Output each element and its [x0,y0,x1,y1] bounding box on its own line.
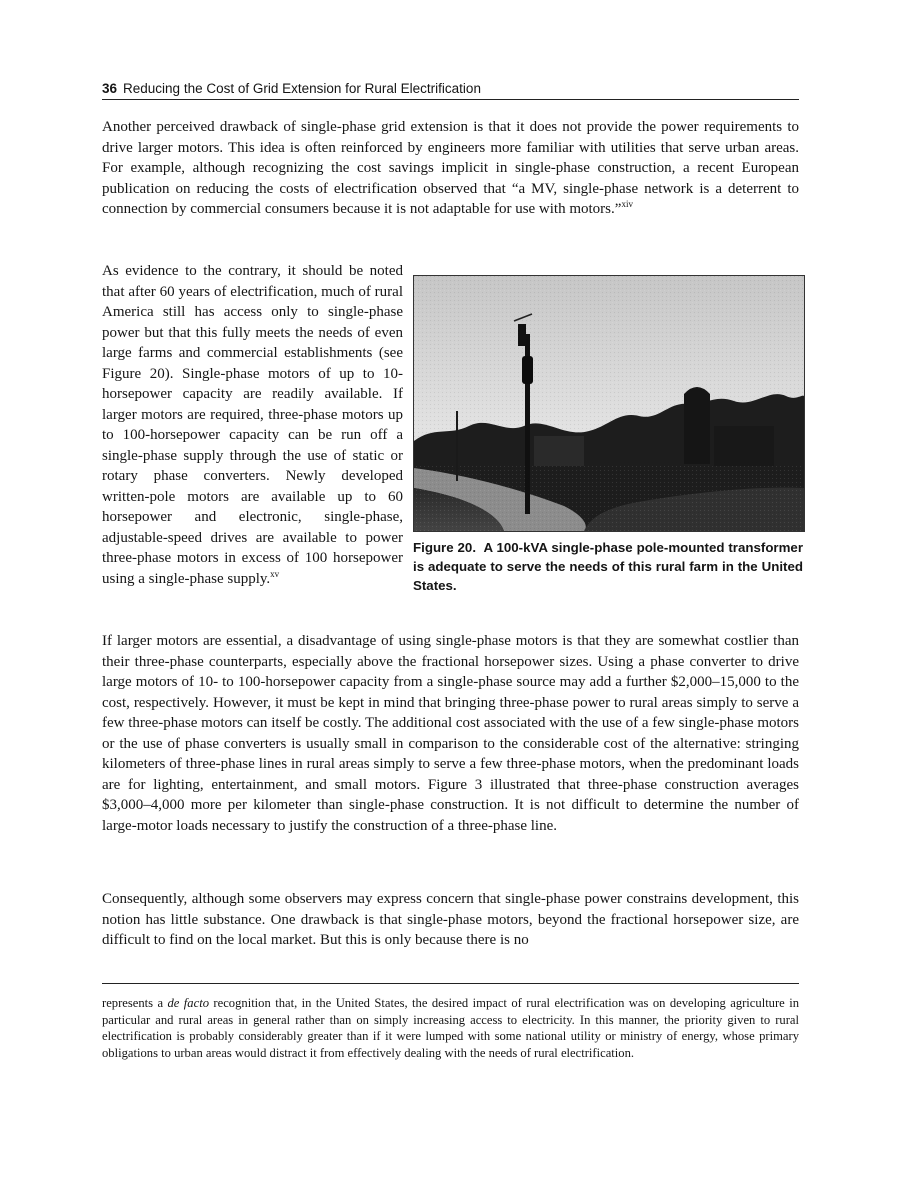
page-number: 36 [102,81,118,96]
figure-label: Figure 20. [413,540,477,555]
paragraph-motor-drawback [102,117,799,220]
running-title: Reducing the Cost of Grid Extension for Rural Electrification [123,81,481,96]
paragraph-motor-drawback-text: Another perceived drawback of single-phase grid extension is that it does not provide the power requirements to drive larger motors. This idea is often reinforced by engineers more familiar with utilities that serve urban areas. For example, although recognizing the cost savings implicit in single-phase construction, a recent European publication on reducing the costs of electrification observed that “a MV, single-phase network is a deterrent to connection by commercial consumers because it is not adaptable for use with motors.” [102,119,799,217]
footnote [102,995,799,1061]
paragraph-motor-costs: If larger motors are essential, a disadvantage of using single-phase motors is that they are somewhat costlier than their three-phase counterparts, especially above the fractional horsepower sizes. Using a phase converter to drive large motors of 10- to 100-horsepower capacity from a single-phase source may add a further $2,000–15,000 to the cost, respectively. However, it must be kept in mind that bringing three-phase power to rural areas simply to serve a few three-phase motors can itself be costly. The additional cost associated with the use of a few single-phase motors or the use of phase converters is usually small in comparison to the considerable cost of the alternative: stringing kilometers of three-phase lines in rural areas simply to serve a few three-phase motors, when the predominant loads are for lighting, entertainment, and small motors. Figure 3 illustrated that three-phase construction averages $3,000–4,000 more per kilometer than single-phase construction. It is not difficult to determine the number of large-motor loads necessary to justify the construction of a three-phase line. [102,633,799,834]
paragraph-evidence [102,261,403,589]
paragraph-consequently: Consequently, although some observers may express concern that single-phase power constrains development, this notion has little substance. One drawback is that single-phase motors, beyond the fractional horsepower size, are difficult to find on the local market. But this is only because there is no [102,891,799,948]
endnote-ref-xiv: xiv [621,199,633,209]
figure-caption [413,538,803,595]
farm-transformer-photo [413,275,805,532]
running-header [102,80,799,100]
figure-caption-text: A 100-kVA single-phase pole-mounted transformer is adequate to serve the needs of this rural farm in the United States. [413,540,804,593]
paragraph-evidence-text: As evidence to the contrary, it should be noted that after 60 years of electrification, much of rural America still has access only to single-phase power but that this fully meets the needs of even large farms and commercial establishments (see Figure 20). Single-phase motors of up to 10-horsepower capacity are readily available. If larger motors are required, three-phase motors up to 100-horsepower capacity can be run off a single-phase supply through the use of static or rotary phase converters. Newly developed written-pole motors are available up to 60 horsepower and electronic, single-phase, adjustable-speed drives are available to power three-phase motors in excess of 100 horsepower using a single-phase supply. [102,263,403,587]
farm-photo-image [414,276,804,531]
footnote-text-rest: recognition that, in the United States, the desired impact of rural electrification was on developing agriculture in particular and rural areas in general rather than on simply increasing access to electricity. In this manner, the priority given to rural electrification is probably considerably greater than if it were lumped with some national utility or ministry of energy, whose primary obligations to urban areas would distract it from effectively dealing with the needs of rural electrification. [102,996,799,1060]
footnote-text-start: represents a [102,996,168,1010]
footnote-italic-term: de facto [167,996,209,1010]
endnote-ref-xv: xv [270,568,280,579]
footnote-divider [102,983,799,984]
